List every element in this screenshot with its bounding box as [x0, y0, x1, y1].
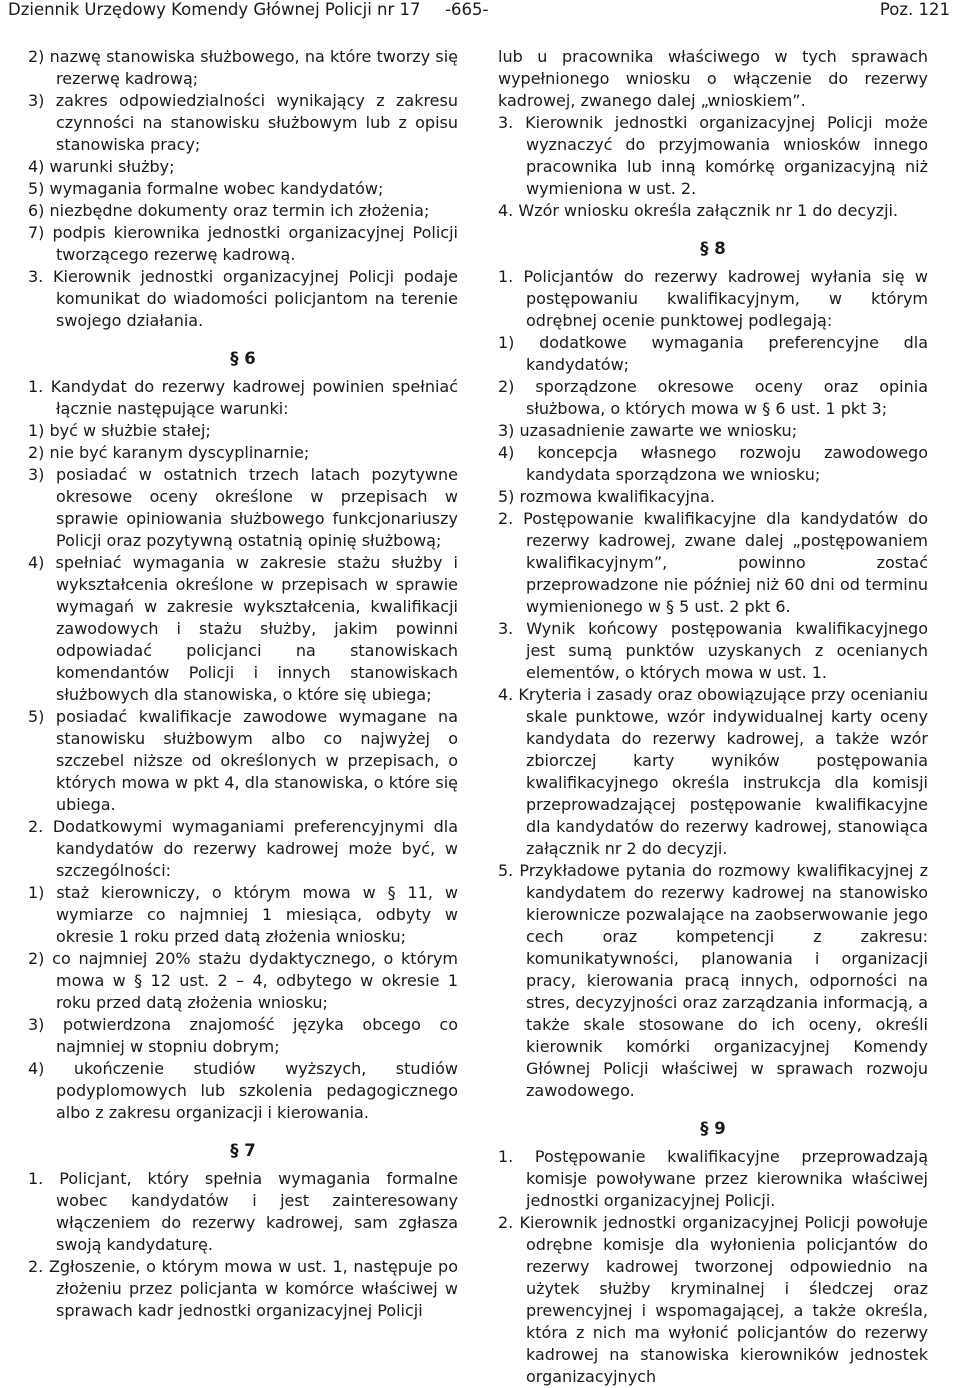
numbered-paragraph: 1. Policjantów do rezerwy kadrowej wyłania się w postępowaniu kwalifikacyjnym, w którym odrębnej ocenie punktowej podlegają:	[498, 267, 928, 330]
journal-title: Dziennik Urzędowy Komendy Głównej Policji nr 17	[8, 0, 421, 19]
list-item: 3) posiadać w ostatnich trzech latach pozytywne okresowe oceny określone w przepisach w sprawie opiniowania służbowego funkcjonariuszy Policji oraz pozytywną ostatnią opinię służbową;	[28, 465, 458, 550]
list-item: 7) podpis kierownika jednostki organizacyjnej Policji tworzącego rezerwę kadrową.	[28, 223, 458, 264]
list-item: 4) koncepcja własnego rozwoju zawodowego kandydata sporządzona we wniosku;	[498, 443, 928, 484]
list-item: 3) potwierdzona znajomość języka obcego co najmniej w stopniu dobrym;	[28, 1015, 458, 1056]
list-item: 1) być w służbie stałej;	[28, 421, 211, 440]
numbered-paragraph: 3. Kierownik jednostki organizacyjnej Policji podaje komunikat do wiadomości policjantom na terenie swojego działania.	[28, 267, 458, 330]
section-heading: § 6	[230, 349, 256, 368]
numbered-paragraph: 1. Kandydat do rezerwy kadrowej powinien spełniać łącznie następujące warunki:	[28, 377, 458, 418]
section-heading: § 8	[700, 239, 726, 258]
numbered-paragraph: 3. Kierownik jednostki organizacyjnej Policji może wyznaczyć do przyjmowania wniosków innego pracownika lub inną komórkę organizacyjną niż wymieniona w ust. 2.	[498, 113, 928, 198]
page-header	[0, 0, 960, 22]
numbered-paragraph: 2. Zgłoszenie, o którym mowa w ust. 1, następuje po złożeniu przez policjanta w komórce właściwej w sprawach kadr jednostki organizacyjnej Policji	[28, 1257, 458, 1320]
section-heading: § 9	[700, 1119, 726, 1138]
list-item: 5) posiadać kwalifikacje zawodowe wymagane na stanowisku służbowym albo co najwyżej o szczebel niższe od określonych w przepisach, o których mowa w pkt 4, dla stanowiska, o które się ubiega.	[28, 707, 458, 814]
list-item: 2) co najmniej 20% stażu dydaktycznego, o którym mowa w § 12 ust. 2 – 4, odbytego w okresie 1 roku przed datą złożenia wniosku;	[28, 949, 458, 1012]
list-item: 2) nie być karanym dyscyplinarnie;	[28, 443, 310, 462]
paragraph-continuation: lub u pracownika właściwego w tych sprawach wypełnionego wniosku o włączenie do rezerwy kadrowej, zwanego dalej „wnioskiem”.	[498, 47, 928, 110]
numbered-paragraph: 4. Kryteria i zasady oraz obowiązujące przy ocenianiu skale punktowe, wzór indywidualnej karty oceny kandydata do rezerwy kadrowej, a także wzór zbiorczej karty wyników postępowania kwalifikacyjnego określa instrukcja dla komisji przeprowadzającej postępowanie kwalifikacyjne dla kandydatów do rezerwy kadrowej, stanowiąca załącznik nr 2 do decyzji.	[498, 685, 928, 858]
list-item: 1) staż kierowniczy, o którym mowa w § 11, w wymiarze co najmniej 1 miesiąca, odbyty w okresie 1 roku przed datą złożenia wniosku;	[28, 883, 458, 946]
list-item: 3) uzasadnienie zawarte we wniosku;	[498, 421, 798, 440]
numbered-paragraph: 2. Postępowanie kwalifikacyjne dla kandydatów do rezerwy kadrowej, zwane dalej „postępowaniem kwalifikacyjnym”, powinno zostać przeprowadzone nie później niż 60 dni od terminu wymienionego w § 5 ust. 2 pkt 6.	[498, 509, 928, 616]
list-item: 4) ukończenie studiów wyższych, studiów podyplomowych lub szkolenia pedagogicznego albo z zakresu organizacji i kierowania.	[28, 1059, 458, 1122]
list-item: 1) dodatkowe wymagania preferencyjne dla kandydatów;	[498, 333, 928, 374]
numbered-paragraph: 1. Policjant, który spełnia wymagania formalne wobec kandydatów i jest zainteresowany włączeniem do rezerwy kadrowej, sam zgłasza swoją kandydaturę.	[28, 1169, 458, 1254]
list-item: 2) nazwę stanowiska służbowego, na które tworzy się rezerwę kadrową;	[28, 47, 458, 88]
section-heading: § 7	[230, 1141, 256, 1160]
list-item: 5) wymagania formalne wobec kandydatów;	[28, 179, 384, 198]
numbered-paragraph: 1. Postępowanie kwalifikacyjne przeprowadzają komisje powoływane przez kierownika właściwej jednostki organizacyjnej Policji.	[498, 1147, 928, 1210]
position-number: Poz. 121	[879, 0, 950, 19]
list-item: 4) warunki służby;	[28, 157, 175, 176]
right-column	[498, 46, 928, 1388]
numbered-paragraph: 5. Przykładowe pytania do rozmowy kwalifikacyjnej z kandydatem do rezerwy kadrowej na stanowisko kierownicze pozwalające na zaobserwowanie jego cech oraz kompetencji z zakresu: komunikatywności, planowania i organizacji pracy, kierowania pracą innych, odporności na stres, decyzyjności oraz zarządzania informacją, a także skale stosowane do ich oceny, określi kierownik komórki organizacyjnej Komendy Głównej Policji właściwej w sprawach rozwoju zawodowego.	[498, 861, 928, 1100]
numbered-paragraph: 2. Kierownik jednostki organizacyjnej Policji powołuje odrębne komisje dla wyłonienia policjantów do rezerwy kadrowej tworzonej odpowiednio na użytek służby kryminalnej i śledczej oraz prewencyjnej i wspomagającej, a także określa, która z nich ma wyłonić policjantów do rezerwy kadrowej na stanowiska kierowników jednostek organizacyjnych	[498, 1213, 928, 1386]
numbered-paragraph: 4. Wzór wniosku określa załącznik nr 1 do decyzji.	[498, 201, 899, 220]
page-number: -665-	[445, 0, 489, 19]
numbered-paragraph: 2. Dodatkowymi wymaganiami preferencyjnymi dla kandydatów do rezerwy kadrowej może być, w szczególności:	[28, 817, 458, 880]
list-item: 3) zakres odpowiedzialności wynikający z zakresu czynności na stanowisku służbowym lub z opisu stanowiska pracy;	[28, 91, 458, 154]
numbered-paragraph: 3. Wynik końcowy postępowania kwalifikacyjnego jest sumą punktów uzyskanych z ocenianych elementów, o których mowa w ust. 1.	[498, 619, 928, 682]
list-item: 5) rozmowa kwalifikacyjna.	[498, 487, 715, 506]
left-column	[28, 46, 458, 1322]
list-item: 6) niezbędne dokumenty oraz termin ich złożenia;	[28, 201, 430, 220]
list-item: 2) sporządzone okresowe oceny oraz opinia służbowa, o których mowa w § 6 ust. 1 pkt 3;	[498, 377, 928, 418]
list-item: 4) spełniać wymagania w zakresie stażu służby i wykształcenia określone w przepisach w sprawie wymagań w zakresie wykształcenia, kwalifikacji zawodowych i stażu służby, jakim powinni odpowiadać policjanci na stanowiskach komendantów Policji i innych stanowiskach służbowych dla stanowiska, o które się ubiega;	[28, 553, 458, 704]
